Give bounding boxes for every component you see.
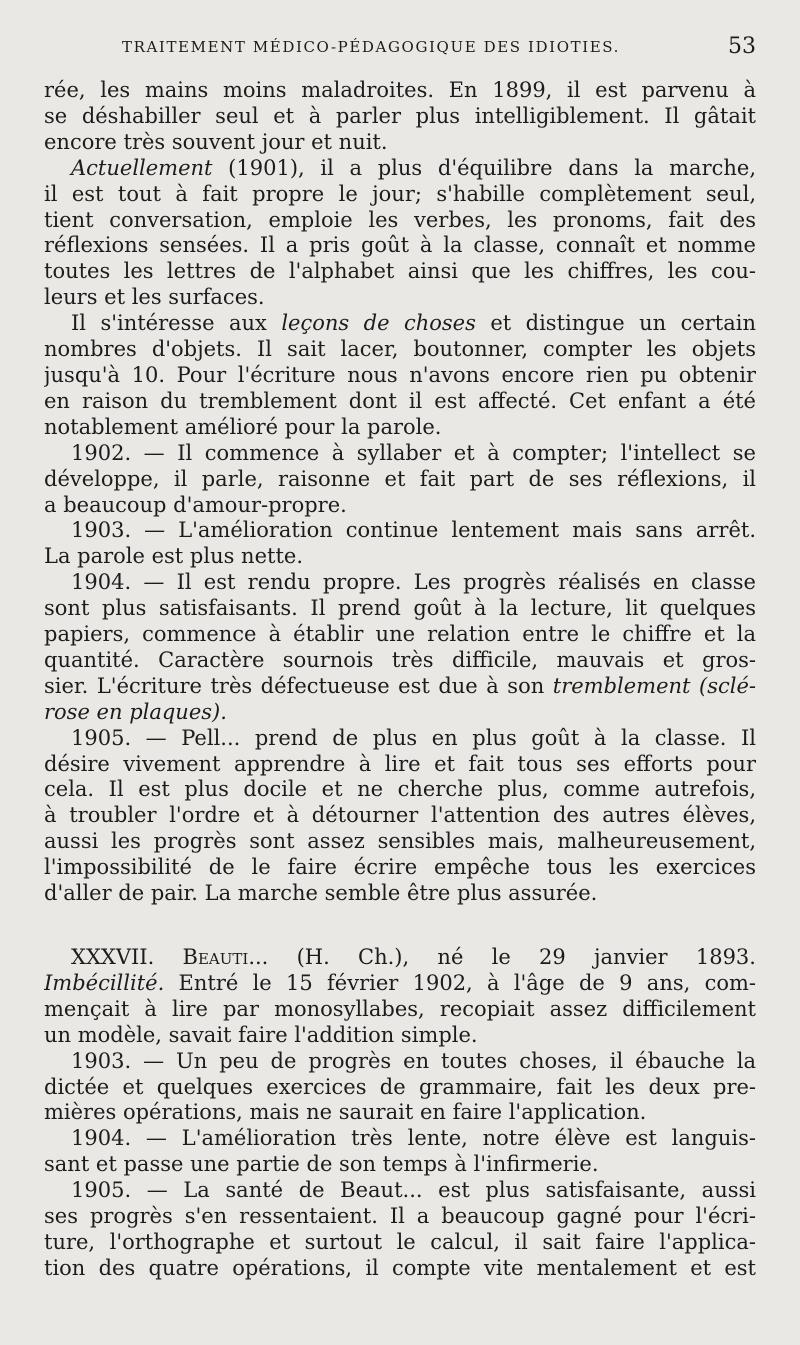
text-line: sont plus satisfaisants. Il prend goût à la lecture, lit quelques — [44, 596, 756, 621]
text-line: sant et passe une partie de son temps à l'infirmerie. — [44, 1152, 599, 1177]
text-line — [44, 945, 756, 971]
text-span: sier. L'écriture très défectueuse est due à son — [44, 673, 553, 698]
text-line: à troubler l'ordre et à détourner l'attention des autres élèves, — [44, 803, 756, 828]
text-line: 1905. — Pell... prend de plus en plus goût à la classe. Il — [71, 725, 756, 750]
patient-name: Beauti... — [182, 945, 269, 969]
text-line: rée, les mains moins maladroites. En 1899, il est parvenu à — [44, 78, 756, 102]
text-line: en raison du tremblement dont il est affecté. Cet enfant a été — [44, 388, 756, 413]
text-line: d'aller de pair. La marche semble être plus assurée. — [44, 881, 598, 906]
case-number: XXXVII. — [71, 945, 155, 969]
paragraph — [44, 726, 756, 907]
italic-text: tremblement (sclé- — [552, 673, 756, 698]
paragraph — [44, 518, 756, 570]
paragraph — [44, 78, 756, 156]
text-line — [44, 971, 756, 997]
text-line: aussi les progrès sont assez sensibles mais, malheureusement, — [44, 829, 756, 854]
text-span: et distingue un certain — [475, 311, 756, 336]
page-header — [44, 34, 756, 64]
paragraph — [44, 570, 756, 725]
text-line: papiers, commence à établir une relation entre le chiffre et la — [44, 622, 756, 647]
text-line: désire vivement apprendre à lire et fait tous ses efforts pour — [44, 751, 756, 776]
paragraph — [44, 1178, 756, 1282]
text-line: toutes les lettres de l'alphabet ainsi que les chiffres, les cou- — [44, 259, 756, 284]
text-line: un modèle, savait faire l'addition simple. — [44, 1022, 478, 1047]
running-title: TRAITEMENT MÉDICO-PÉDAGOGIQUE DES IDIOTIES. — [122, 38, 620, 56]
page-number: 53 — [728, 34, 756, 59]
text-line: jusqu'à 10. Pour l'écriture nous n'avons encore rien pu obtenir — [44, 362, 756, 387]
page-body — [44, 78, 756, 1282]
text-line: mençait à lire par monosyllabes, recopiait assez difficilement — [44, 996, 756, 1021]
text-line: réflexions sensées. Il a pris goût à la classe, connaît et nomme — [44, 233, 756, 258]
paragraph — [44, 156, 756, 311]
paragraph — [44, 945, 756, 1049]
paragraph — [44, 1049, 756, 1127]
section-gap — [44, 907, 756, 945]
text-line: 1903. — Un peu de progrès en toutes choses, il ébauche la — [71, 1048, 756, 1073]
text-line: ture, l'orthographe et surtout le calcul, il sait faire l'applica- — [44, 1229, 756, 1254]
text-span: (H. Ch.), né le 29 janvier 1893. — [296, 945, 756, 969]
italic-text: leçons de choses — [281, 311, 476, 336]
text-line: dictée et quelques exercices de grammaire, fait les deux pre- — [44, 1074, 756, 1099]
text-line — [44, 156, 756, 182]
text-line: tient conversation, emploie les verbes, les pronoms, fait des — [44, 207, 756, 232]
text-line: quantité. Caractère sournois très difficile, mauvais et gros- — [44, 647, 756, 672]
paragraph — [44, 1126, 756, 1178]
italic-text: Imbécillité. — [44, 970, 165, 995]
italic-text: Actuellement — [71, 155, 213, 180]
text-line: 1905. — La santé de Beaut... est plus satisfaisante, aussi — [71, 1178, 756, 1203]
text-line: développe, il parle, raisonne et fait part de ses réflexions, il — [44, 466, 756, 491]
paragraph — [44, 311, 756, 441]
text-line: encore très souvent jour et nuit. — [44, 129, 388, 154]
text-line: 1903. — L'amélioration continue lentement mais sans arrêt. — [71, 518, 756, 543]
text-line: 1904. — L'amélioration très lente, notre élève est languis- — [71, 1126, 756, 1151]
text-line: l'impossibilité de le faire écrire empêche tous les exercices — [44, 855, 756, 880]
text-line: il est tout à fait propre le jour; s'habille complètement seul, — [44, 181, 756, 206]
text-line: cela. Il est plus docile et ne cherche plus, comme autrefois, — [44, 777, 756, 802]
text-line: nombres d'objets. Il sait lacer, boutonner, compter les objets — [44, 337, 756, 362]
text-line: ses progrès s'en ressentaient. Il a beaucoup gagné pour l'écri- — [44, 1204, 756, 1229]
text-line: notablement amélioré pour la parole. — [44, 414, 442, 439]
text-line: La parole est plus nette. — [44, 544, 303, 569]
text-line: a beaucoup d'amour-propre. — [44, 492, 347, 517]
text-line: leurs et les surfaces. — [44, 285, 265, 310]
text-span: (1901), il a plus d'équilibre dans la marche, — [212, 155, 756, 180]
text-line: 1904. — Il est rendu propre. Les progrès réalisés en classe — [71, 570, 756, 595]
text-line: rose en plaques). — [44, 699, 227, 724]
text-line — [44, 674, 756, 700]
text-line: tion des quatre opérations, il compte vite mentalement et est — [44, 1255, 756, 1280]
text-line — [44, 311, 756, 337]
paragraph — [44, 441, 756, 519]
text-line: 1902. — Il commence à syllaber et à compter; l'intellect se — [71, 440, 756, 465]
text-line: se déshabiller seul et à parler plus intelligiblement. Il gâtait — [44, 103, 756, 128]
text-span: Il s'intéresse aux — [71, 311, 282, 336]
text-span: Entré le 15 février 1902, à l'âge de 9 ans, com- — [164, 970, 756, 995]
text-line: mières opérations, mais ne saurait en faire l'application. — [44, 1100, 647, 1125]
